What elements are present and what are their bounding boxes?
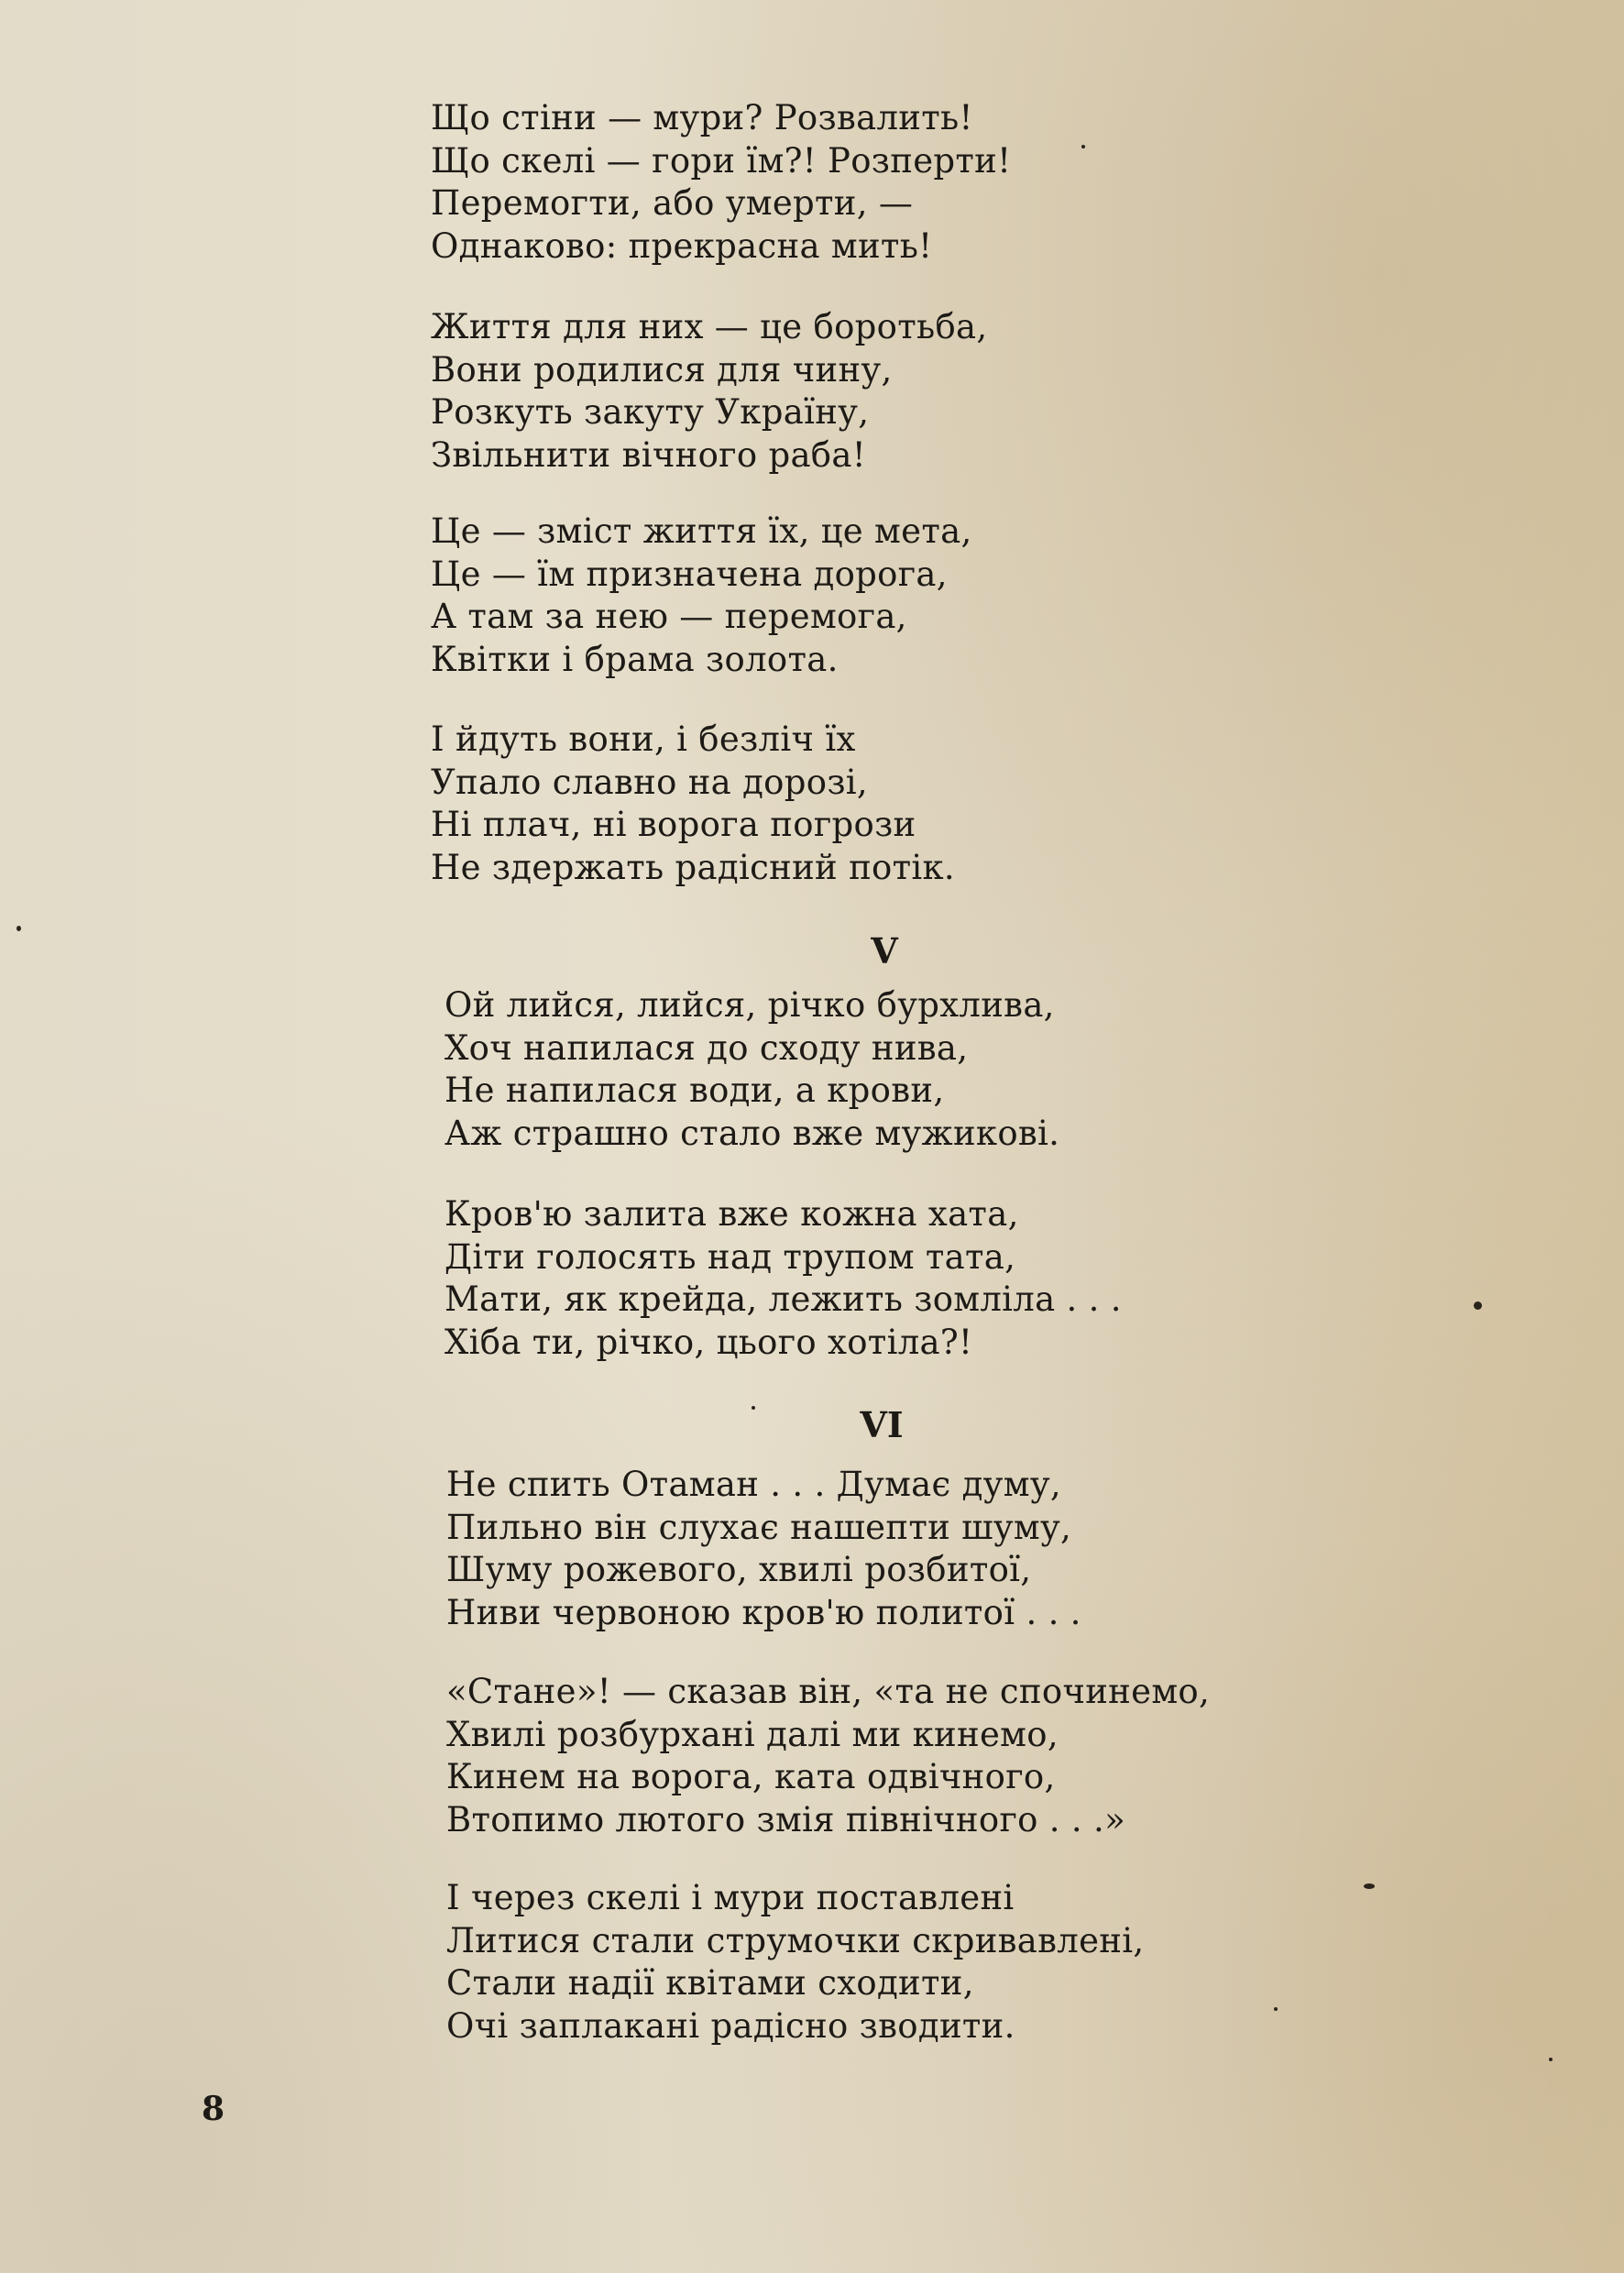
poem-line: Квітки і брама золота. <box>431 639 839 679</box>
dust-speck <box>1474 1301 1482 1310</box>
poem-line: Аж страшно стало вже мужикові. <box>444 1113 1060 1153</box>
poem-line: Ні плач, ні ворога погрози <box>431 805 916 844</box>
poem-line: Перемогти, або умерти, — <box>431 183 914 223</box>
stanza-3 <box>431 511 972 681</box>
poem-line: Кинем на ворога, ката одвічного, <box>446 1757 1056 1796</box>
dust-speck <box>1364 1883 1375 1889</box>
stanza-4 <box>431 719 955 889</box>
poem-line: Життя для них — це боротьба, <box>431 307 988 346</box>
dust-speck <box>1549 2058 1553 2061</box>
poem-line: Діти голосять над трупом тата, <box>444 1236 1016 1277</box>
stanza-2 <box>431 306 987 477</box>
poem-line: Мати, як крейда, лежить зомліла . . . <box>444 1279 1122 1319</box>
stanza-vi-2 <box>446 1671 1210 1841</box>
poem-line: «Стане»! — сказав він, «та не спочинемо, <box>446 1672 1211 1711</box>
poem-line: Хвилі розбурхані далі ми кинемо, <box>446 1714 1059 1754</box>
poem-line: Шуму рожевого, хвилі розбитої, <box>446 1550 1032 1589</box>
poem-line: Вони родилися для чину, <box>431 349 893 390</box>
stanza-1 <box>431 97 1011 268</box>
poem-line: Це — їм призначена дорога, <box>431 554 948 594</box>
dust-speck <box>1274 2007 1278 2011</box>
poem-line: Хіба ти, річко, цього хотіла?! <box>444 1322 973 1362</box>
poem-line: Ой лийся, лийся, річко бурхлива, <box>444 985 1055 1025</box>
poem-line: Упало славно на дорозі, <box>431 762 868 802</box>
poem-line: Не спить Отаман . . . Думає думу, <box>446 1465 1061 1504</box>
section-heading-v: V <box>871 930 898 972</box>
page-number: 8 <box>202 2090 225 2128</box>
dust-speck <box>752 1406 755 1410</box>
poem-line: Не здержать радісний потік. <box>431 847 955 887</box>
poem-line: Однаково: прекрасна мить! <box>431 225 933 266</box>
poem-line: Що скелі — гори їм?! Розперти! <box>431 140 1012 181</box>
poem-line: Розкуть закуту Україну, <box>431 392 870 432</box>
poem-line: Ниви червоною кров'ю политої . . . <box>446 1592 1081 1632</box>
dust-speck <box>16 926 21 931</box>
stanza-vi-3 <box>446 1877 1144 2048</box>
poem-line: І через скелі і мури поставлені <box>446 1878 1015 1917</box>
poem-line: Що стіни — мури? Розвалить! <box>431 98 973 137</box>
poem-line: Не напилася води, а крови, <box>444 1071 945 1110</box>
poem-line: Стали надії квітами сходити, <box>446 1963 974 2003</box>
poem-line: Очі заплакані радісно зводити. <box>446 2005 1015 2046</box>
poem-line: А там за нею — перемога, <box>431 597 907 636</box>
poem-line: Це — зміст життя їх, це мета, <box>431 511 972 551</box>
poem-line: Втопимо лютого змія північного . . .» <box>446 1799 1126 1839</box>
stanza-v-1 <box>444 984 1059 1155</box>
poem-line: Литися стали струмочки скривавлені, <box>446 1920 1145 1960</box>
stanza-v-2 <box>444 1193 1122 1364</box>
poem-line: Звільнити вічного раба! <box>431 434 866 475</box>
stanza-vi-1 <box>446 1464 1081 1634</box>
poem-line: Хоч напилася до сходу нива, <box>444 1027 969 1068</box>
poem-line: Пильно він слухає нашепти шуму, <box>446 1507 1072 1547</box>
poem-line: Кров'ю залита вже кожна хата, <box>444 1194 1019 1234</box>
poem-line: І йдуть вони, і безліч їх <box>431 719 856 759</box>
section-heading-vi: VI <box>860 1404 904 1445</box>
dust-speck <box>1081 145 1085 148</box>
